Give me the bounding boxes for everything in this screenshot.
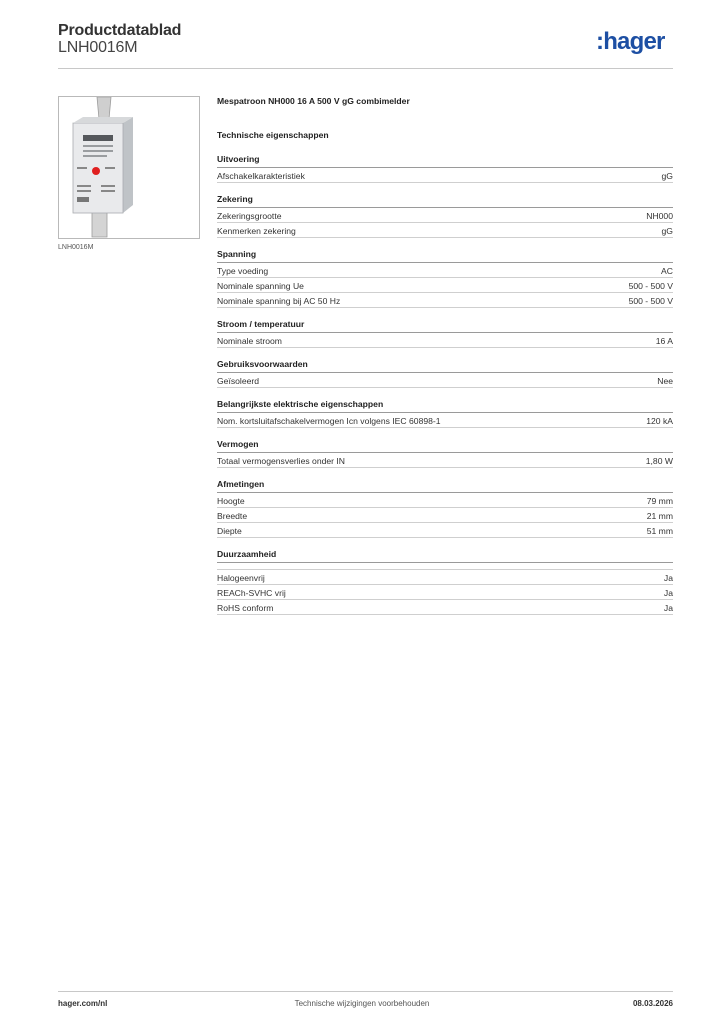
spec-row xyxy=(217,413,673,428)
footer-divider xyxy=(58,991,673,992)
spec-label: Nominale stroom xyxy=(217,336,282,346)
group-title: Vermogen xyxy=(217,439,673,453)
spec-value: 120 kA xyxy=(646,416,673,426)
spec-label: RoHS conform xyxy=(217,603,274,613)
spec-value: NH000 xyxy=(646,211,673,221)
footer-website[interactable]: hager.com/nl xyxy=(58,999,108,1008)
spec-label: REACh-SVHC vrij xyxy=(217,588,286,598)
group-title: Stroom / temperatuur xyxy=(217,319,673,333)
spec-row xyxy=(217,600,673,615)
spec-row xyxy=(217,453,673,468)
spec-content xyxy=(217,96,673,615)
spec-label: Zekeringsgrootte xyxy=(217,211,282,221)
spec-label: Nom. kortsluitafschakelvermogen Icn volgens IEC 60898-1 xyxy=(217,416,441,426)
spec-value: gG xyxy=(661,171,673,181)
page-title: Productdatablad xyxy=(58,22,182,39)
spec-group xyxy=(217,479,673,538)
spec-row xyxy=(217,168,673,183)
image-caption: LNH0016M xyxy=(58,244,94,251)
spec-value: gG xyxy=(661,226,673,236)
spec-value: 500 - 500 V xyxy=(628,281,673,291)
spec-row xyxy=(217,508,673,523)
spec-row xyxy=(217,208,673,223)
spec-label: Breedte xyxy=(217,511,248,521)
spec-label: Kenmerken zekering xyxy=(217,226,296,236)
spec-row xyxy=(217,585,673,600)
group-title: Afmetingen xyxy=(217,479,673,493)
spec-group xyxy=(217,194,673,238)
spec-label: Afschakelkarakteristiek xyxy=(217,171,305,181)
group-title: Uitvoering xyxy=(217,154,673,168)
spec-group xyxy=(217,154,673,183)
spec-value: 500 - 500 V xyxy=(628,296,673,306)
spec-row xyxy=(217,570,673,585)
spec-row xyxy=(217,278,673,293)
section-title: Technische eigenschappen xyxy=(217,130,329,140)
spec-row xyxy=(217,493,673,508)
spec-row xyxy=(217,523,673,538)
spec-label: Nominale spanning Ue xyxy=(217,281,304,291)
spec-group xyxy=(217,249,673,308)
spec-row xyxy=(217,333,673,348)
group-title: Spanning xyxy=(217,249,673,263)
spec-label: Hoogte xyxy=(217,496,245,506)
group-title: Gebruiksvoorwaarden xyxy=(217,359,673,373)
spec-value: 79 mm xyxy=(646,496,673,506)
spec-row xyxy=(217,223,673,238)
group-title: Zekering xyxy=(217,194,673,208)
spec-value: 16 A xyxy=(655,336,673,346)
group-title: Duurzaamheid xyxy=(217,549,673,563)
spec-label: Type voeding xyxy=(217,266,269,276)
spec-label: Geïsoleerd xyxy=(217,376,260,386)
spec-group xyxy=(217,439,673,468)
spec-value: 51 mm xyxy=(646,526,673,536)
footer-date: 08.03.2026 xyxy=(632,999,673,1008)
spec-group xyxy=(217,549,673,615)
product-image xyxy=(58,96,200,239)
spec-row-empty xyxy=(217,563,673,570)
header-divider xyxy=(58,68,673,69)
spec-value: Ja xyxy=(663,603,673,613)
spec-label: Diepte xyxy=(217,526,242,536)
spec-group xyxy=(217,319,673,348)
spec-value: 1,80 W xyxy=(645,456,673,466)
spec-row xyxy=(217,263,673,278)
footer-disclaimer: Technische wijzigingen voorbehouden xyxy=(294,999,430,1008)
spec-label: Halogeenvrij xyxy=(217,573,265,583)
indicator-dot xyxy=(92,167,100,175)
spec-group xyxy=(217,359,673,388)
spec-group xyxy=(217,399,673,428)
spec-value: Nee xyxy=(657,376,673,386)
group-title: Belangrijkste elektrische eigenschappen xyxy=(217,399,673,413)
spec-value: AC xyxy=(661,266,673,276)
spec-row xyxy=(217,293,673,308)
fuse-illustration xyxy=(59,97,199,238)
spec-value: Ja xyxy=(663,573,673,583)
spec-label: Nominale spanning bij AC 50 Hz xyxy=(217,296,341,306)
product-code: LNH0016M xyxy=(58,39,138,56)
spec-label: Totaal vermogensverlies onder IN xyxy=(217,456,346,466)
product-title: Mespatroon NH000 16 A 500 V gG combimelder xyxy=(217,96,410,106)
hager-logo: :hager xyxy=(596,28,665,55)
spec-row xyxy=(217,373,673,388)
spec-value: Ja xyxy=(663,588,673,598)
spec-value: 21 mm xyxy=(646,511,673,521)
